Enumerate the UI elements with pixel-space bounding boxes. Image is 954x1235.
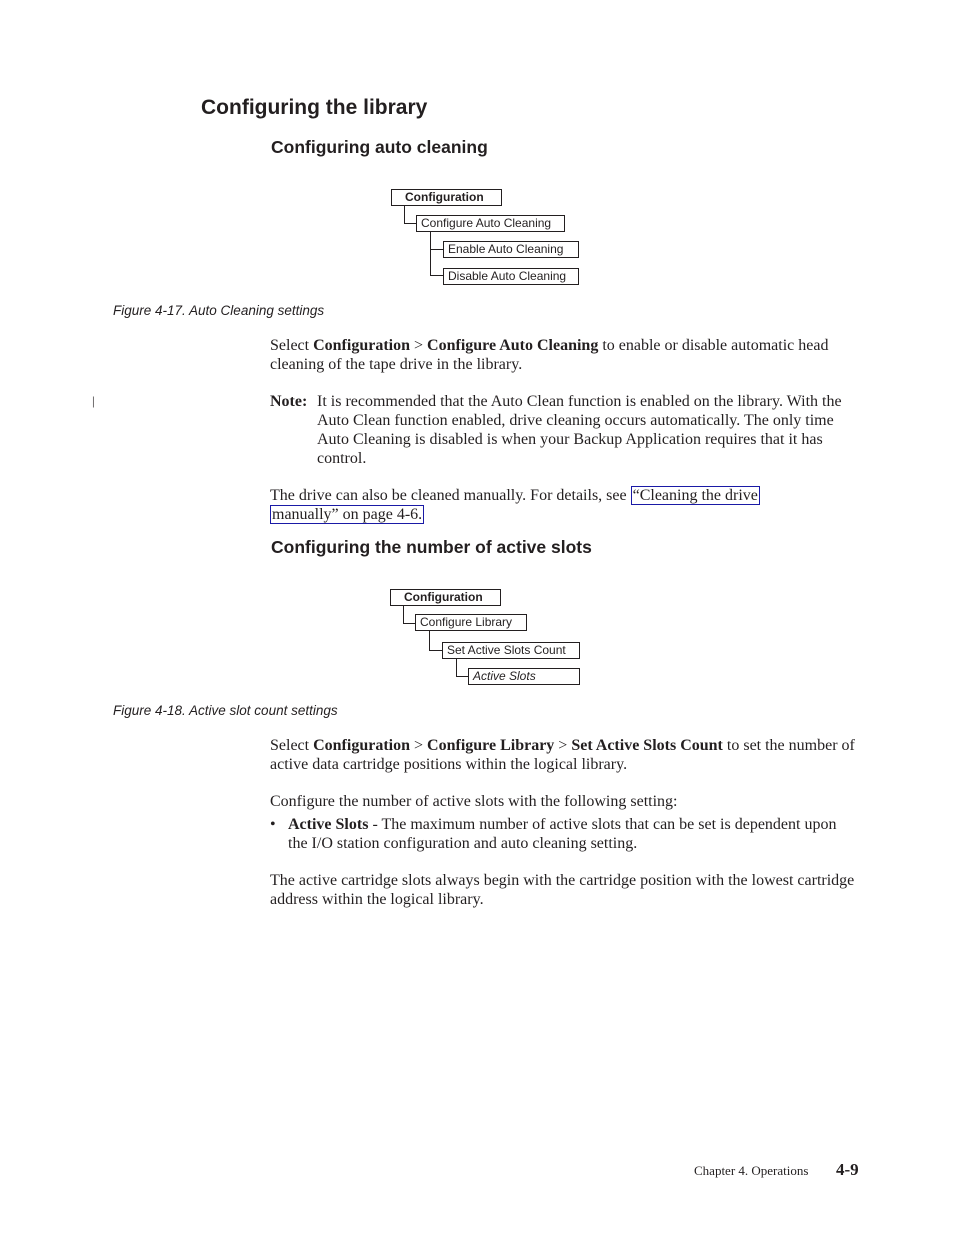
paragraph-configure-active-slots: Configure the number of active slots with the following setting: [270,793,678,810]
bullet-active-slots: Active Slots - The maximum number of active slots that can be set is dependent upon the I/O station configuration and auto cleaning setting. [288,816,837,852]
footer-chapter: Chapter 4. Operations [694,1163,809,1178]
page-number: 4-9 [836,1160,859,1179]
paragraph-manual-cleaning: The drive can also be cleaned manually. For details, see “Cleaning the drive manually” on page 4-6. [270,487,758,523]
paragraph-select-auto-cleaning: Select Configuration > Configure Auto Cleaning to enable or disable automatic head cleaning of the tape drive in the library. [270,337,829,373]
link-cleaning-drive-manually-cont[interactable]: manually” on page 4-6. [272,506,423,523]
menu-node-configure-library: Configure Library [415,614,527,631]
menu-node-disable-auto-cleaning: Disable Auto Cleaning [443,268,579,285]
menu-node-configuration: Configuration [390,589,501,606]
tree-connector [430,249,444,276]
menu-node-configuration: Configuration [391,189,502,206]
section-heading-auto-cleaning: Configuring auto cleaning [271,137,488,157]
menu-node-configure-auto-cleaning: Configure Auto Cleaning [416,215,565,232]
bullet-mark: • [270,816,276,833]
change-bar: | [92,393,95,408]
note-text: It is recommended that the Auto Clean function is enabled on the library. With the Auto Clean function enabled, drive cleaning occurs automatically. The only time Auto Cleaning is disabled is when your Backup Application requires that it has control. [317,393,842,467]
menu-node-active-slots: Active Slots [468,668,580,685]
paragraph-select-active-slots: Select Configuration > Configure Library > Set Active Slots Count to set the number of active data cartridge positions within the logical library. [270,737,855,773]
tree-connector [429,631,443,651]
figure-caption-4-17: Figure 4-17. Auto Cleaning settings [113,303,325,318]
menu-node-set-active-slots-count: Set Active Slots Count [442,642,580,659]
figure-caption-4-18: Figure 4-18. Active slot count settings [113,703,338,718]
link-cleaning-drive-manually[interactable]: “Cleaning the drive [632,487,758,504]
menu-node-enable-auto-cleaning: Enable Auto Cleaning [443,241,579,258]
section-heading-active-slots: Configuring the number of active slots [271,537,592,557]
page-heading: Configuring the library [201,96,428,119]
tree-connector [430,232,444,250]
paragraph-active-cartridge-slots: The active cartridge slots always begin with the cartridge position with the lowest cartridge address within the logical library. [270,872,855,908]
note-label: Note: [270,393,308,410]
